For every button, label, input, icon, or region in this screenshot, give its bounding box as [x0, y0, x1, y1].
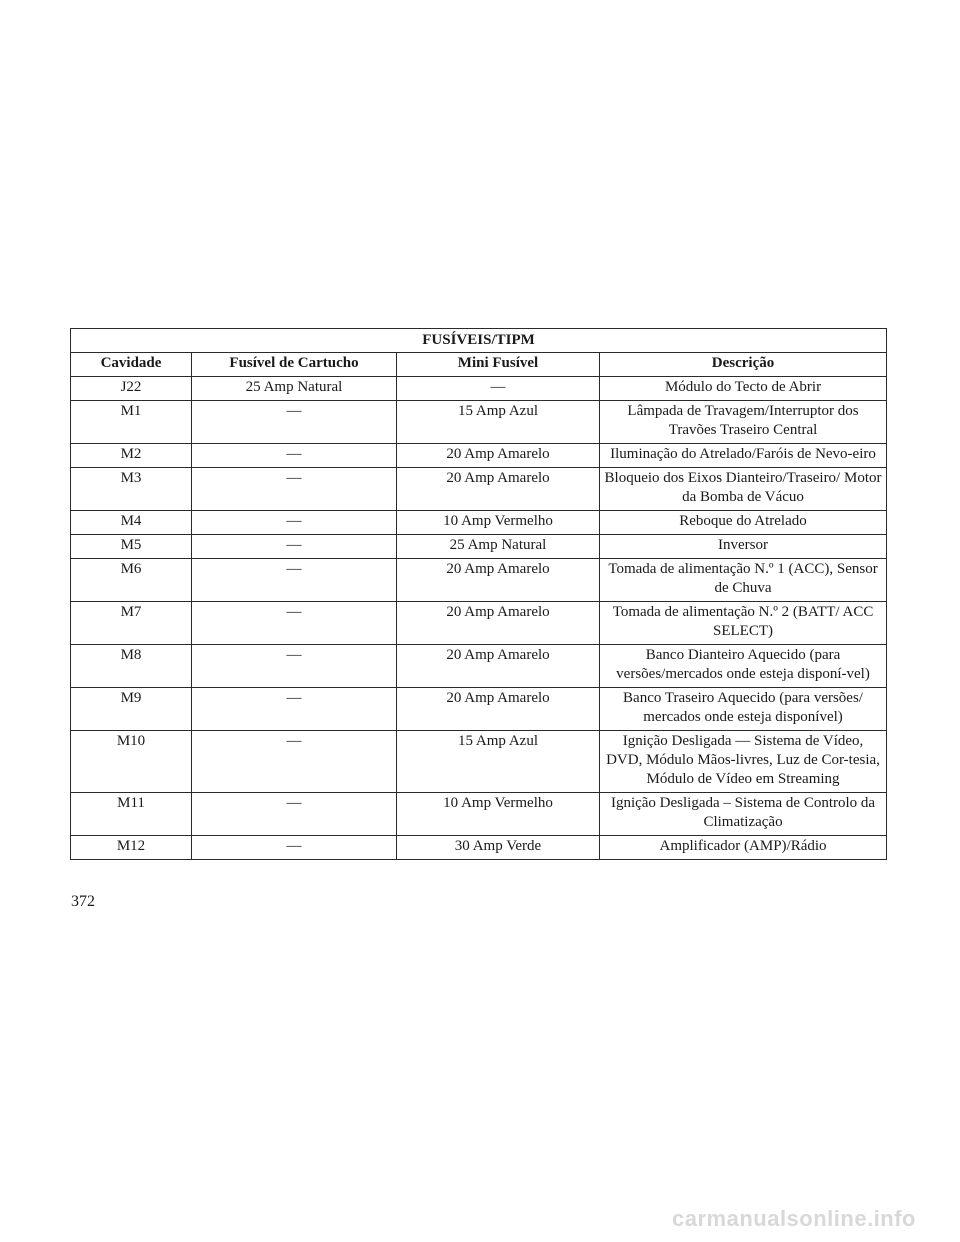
- table-row: [71, 793, 887, 836]
- header-description: Descrição: [600, 353, 887, 377]
- cell-cavity: M10: [71, 731, 192, 793]
- cell-description: Tomada de alimentação N.º 1 (ACC), Sensor de Chuva: [600, 559, 887, 602]
- cell-description: Bloqueio dos Eixos Dianteiro/Traseiro/ Motor da Bomba de Vácuo: [600, 468, 887, 511]
- cell-cartridge-fuse: 25 Amp Natural: [192, 377, 397, 401]
- cell-cartridge-fuse: —: [192, 535, 397, 559]
- cell-description: Banco Traseiro Aquecido (para versões/ mercados onde esteja disponível): [600, 688, 887, 731]
- cell-description: Lâmpada de Travagem/Interruptor dos Travões Traseiro Central: [600, 401, 887, 444]
- cell-cavity: M12: [71, 836, 192, 860]
- table-row: [71, 535, 887, 559]
- cell-mini-fuse: 10 Amp Vermelho: [397, 511, 600, 535]
- cell-description: Iluminação do Atrelado/Faróis de Nevo-eiro: [600, 444, 887, 468]
- cell-description: Amplificador (AMP)/Rádio: [600, 836, 887, 860]
- cell-description: Reboque do Atrelado: [600, 511, 887, 535]
- cell-description: Banco Dianteiro Aquecido (para versões/mercados onde esteja disponí-vel): [600, 645, 887, 688]
- cell-cartridge-fuse: —: [192, 401, 397, 444]
- cell-mini-fuse: 15 Amp Azul: [397, 731, 600, 793]
- table-row: [71, 468, 887, 511]
- header-cartridge-fuse: Fusível de Cartucho: [192, 353, 397, 377]
- cell-cavity: M5: [71, 535, 192, 559]
- cell-mini-fuse: 10 Amp Vermelho: [397, 793, 600, 836]
- cell-cavity: M3: [71, 468, 192, 511]
- cell-mini-fuse: 20 Amp Amarelo: [397, 602, 600, 645]
- cell-mini-fuse: 20 Amp Amarelo: [397, 559, 600, 602]
- table-row: [71, 444, 887, 468]
- table-body: [71, 377, 887, 860]
- cell-cartridge-fuse: —: [192, 468, 397, 511]
- table-row: [71, 602, 887, 645]
- cell-mini-fuse: 25 Amp Natural: [397, 535, 600, 559]
- cell-mini-fuse: 20 Amp Amarelo: [397, 444, 600, 468]
- watermark: carmanualsonline.info: [672, 1206, 916, 1231]
- cell-cartridge-fuse: —: [192, 511, 397, 535]
- table-title-row: [71, 329, 887, 353]
- cell-description: Inversor: [600, 535, 887, 559]
- cell-cavity: J22: [71, 377, 192, 401]
- cell-cavity: M4: [71, 511, 192, 535]
- cell-mini-fuse: 20 Amp Amarelo: [397, 645, 600, 688]
- cell-cartridge-fuse: —: [192, 602, 397, 645]
- cell-cartridge-fuse: —: [192, 559, 397, 602]
- fuse-table: [70, 328, 887, 860]
- cell-cavity: M6: [71, 559, 192, 602]
- cell-mini-fuse: —: [397, 377, 600, 401]
- table-row: [71, 401, 887, 444]
- cell-mini-fuse: 15 Amp Azul: [397, 401, 600, 444]
- cell-cavity: M7: [71, 602, 192, 645]
- cell-description: Tomada de alimentação N.º 2 (BATT/ ACC SELECT): [600, 602, 887, 645]
- cell-mini-fuse: 30 Amp Verde: [397, 836, 600, 860]
- cell-description: Módulo do Tecto de Abrir: [600, 377, 887, 401]
- table-title: FUSÍVEIS/TIPM: [71, 329, 887, 353]
- cell-cavity: M8: [71, 645, 192, 688]
- table-row: [71, 511, 887, 535]
- cell-cartridge-fuse: —: [192, 645, 397, 688]
- cell-mini-fuse: 20 Amp Amarelo: [397, 688, 600, 731]
- table-row: [71, 688, 887, 731]
- header-mini-fuse: Mini Fusível: [397, 353, 600, 377]
- table-row: [71, 836, 887, 860]
- cell-cartridge-fuse: —: [192, 793, 397, 836]
- table-row: [71, 645, 887, 688]
- table-header-row: [71, 353, 887, 377]
- table-row: [71, 559, 887, 602]
- page-number: 372: [71, 893, 95, 910]
- cell-cavity: M2: [71, 444, 192, 468]
- table-row: [71, 731, 887, 793]
- cell-cartridge-fuse: —: [192, 688, 397, 731]
- cell-cavity: M11: [71, 793, 192, 836]
- cell-cavity: M9: [71, 688, 192, 731]
- header-cavity: Cavidade: [71, 353, 192, 377]
- cell-cartridge-fuse: —: [192, 731, 397, 793]
- cell-description: Ignição Desligada — Sistema de Vídeo, DVD, Módulo Mãos-livres, Luz de Cor-tesia, Módulo de Vídeo em Streaming: [600, 731, 887, 793]
- cell-cavity: M1: [71, 401, 192, 444]
- cell-cartridge-fuse: —: [192, 444, 397, 468]
- cell-cartridge-fuse: —: [192, 836, 397, 860]
- cell-description: Ignição Desligada – Sistema de Controlo da Climatização: [600, 793, 887, 836]
- table-row: [71, 377, 887, 401]
- fuse-table-container: [70, 328, 886, 860]
- cell-mini-fuse: 20 Amp Amarelo: [397, 468, 600, 511]
